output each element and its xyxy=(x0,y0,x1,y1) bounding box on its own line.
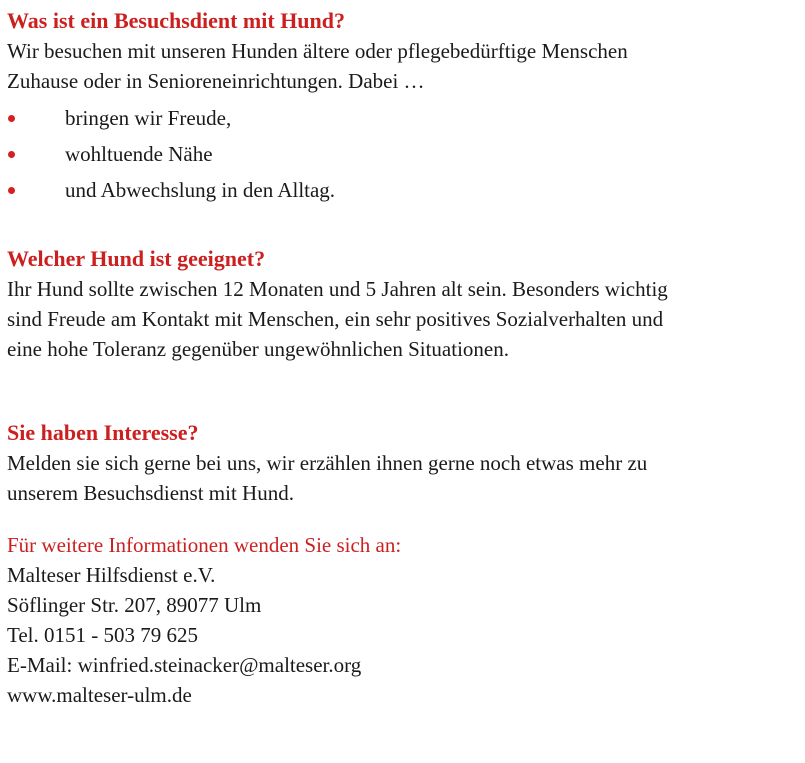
interest-line-2: unserem Besuchsdienst mit Hund. xyxy=(7,481,294,505)
bullet-dot-icon xyxy=(8,151,15,158)
list-item xyxy=(7,136,805,172)
contact-phone: Tel. 0151 - 503 79 625 xyxy=(7,623,199,647)
list-item-text: bringen wir Freude, xyxy=(65,106,232,130)
suitability-line-2: sind Freude am Kontakt mit Menschen, ein sehr positives Sozialverhalten und xyxy=(7,307,664,331)
contact-email: E-Mail: winfried.steinacker@malteser.org xyxy=(7,653,362,677)
section-heading-interesse: Sie haben Interesse? xyxy=(7,420,199,445)
suitability-line-1: Ihr Hund sollte zwischen 12 Monaten und 5 Jahren alt sein. Besonders wichtig xyxy=(7,277,668,301)
benefits-list xyxy=(7,100,805,208)
contact-heading: Für weitere Informationen wenden Sie sich an: xyxy=(7,533,402,557)
contact-website: www.malteser-ulm.de xyxy=(7,683,192,707)
contact-organization: Malteser Hilfsdienst e.V. xyxy=(7,563,216,587)
list-item-text: und Abwechslung in den Alltag. xyxy=(65,178,336,202)
contact-address: Söflinger Str. 207, 89077 Ulm xyxy=(7,593,262,617)
list-item xyxy=(7,100,805,136)
spacer xyxy=(7,364,805,418)
section-heading-geeignet: Welcher Hund ist geeignet? xyxy=(7,246,266,271)
bullet-dot-icon xyxy=(8,115,15,122)
list-item-text: wohltuende Nähe xyxy=(65,142,213,166)
spacer xyxy=(7,508,805,530)
interest-line-1: Melden sie sich gerne bei uns, wir erzählen ihnen gerne noch etwas mehr zu xyxy=(7,451,648,475)
bullet-dot-icon xyxy=(8,187,15,194)
intro-line-2: Zuhause oder in Senioreneinrichtungen. Dabei … xyxy=(7,69,425,93)
intro-line-1: Wir besuchen mit unseren Hunden ältere oder pflegebedürftige Menschen xyxy=(7,39,628,63)
spacer xyxy=(7,208,805,244)
suitability-line-3: eine hohe Toleranz gegenüber ungewöhnlichen Situationen. xyxy=(7,337,509,361)
section-heading-besuchsdienst: Was ist ein Besuchsdient mit Hund? xyxy=(7,8,346,33)
list-item xyxy=(7,172,805,208)
